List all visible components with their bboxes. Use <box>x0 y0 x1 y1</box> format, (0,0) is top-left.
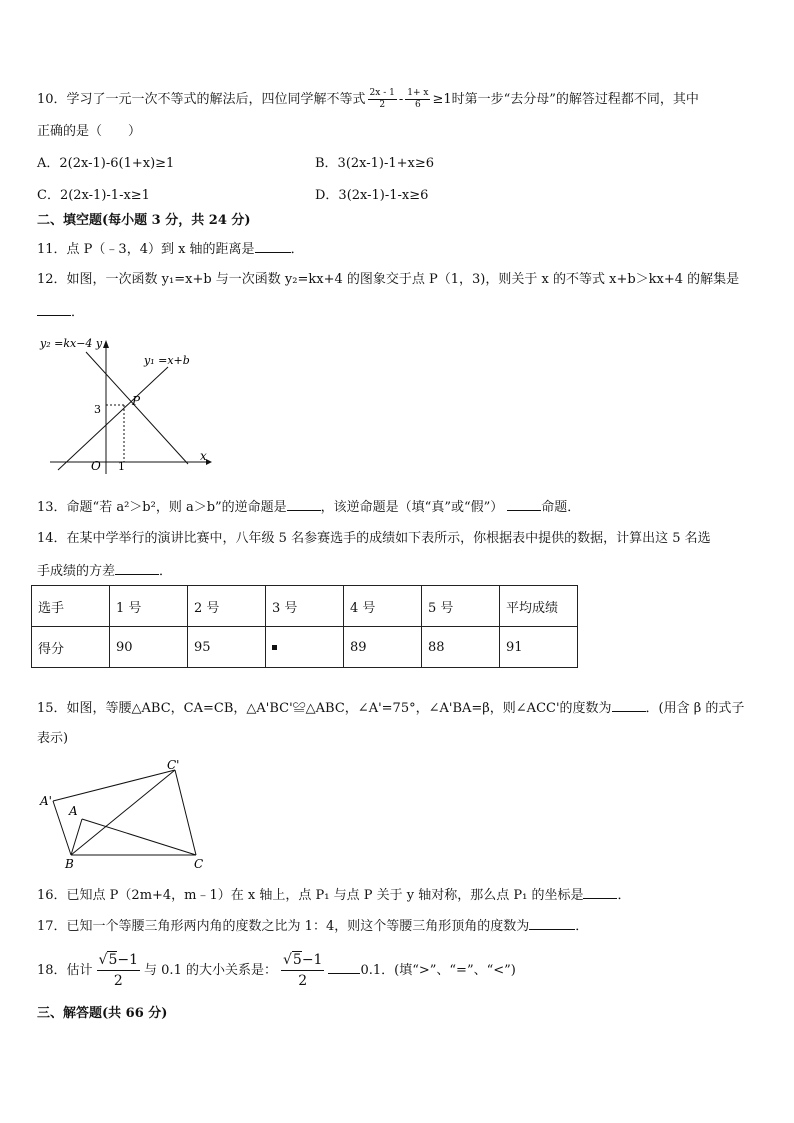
line-y2 <box>86 352 188 464</box>
radical-fraction-1-denominator: 2 <box>113 973 123 989</box>
question-18-end: 0.1．(填“>”、“=”、“<”) <box>360 963 516 978</box>
segment-a-b <box>71 819 82 855</box>
answer-blank-2 <box>507 498 541 511</box>
question-11-text: 11．点 P（﹣3，4）到 x 轴的距离是 <box>37 242 255 257</box>
minus-one: −1 <box>301 952 323 968</box>
label-x: x <box>200 449 207 463</box>
table-header-cell: 1 号 <box>110 586 188 627</box>
x-axis-arrow <box>206 459 212 465</box>
line-y1 <box>58 367 168 470</box>
label-a-prime: A' <box>40 794 52 808</box>
question-14-line2 <box>37 562 172 581</box>
table-cell: 91 <box>500 627 578 668</box>
option-a: A．2(2x-1)-6(1+x)≥1 <box>37 156 175 171</box>
radical-fraction-2 <box>281 950 324 991</box>
label-three: 3 <box>94 403 101 416</box>
section-2-heading: 二、填空题(每小题 3 分，共 24 分) <box>37 213 251 228</box>
triangle-figure <box>38 757 218 872</box>
question-12-end: ． <box>71 305 85 320</box>
question-12-line2 <box>37 303 84 322</box>
question-11-end: ． <box>290 242 304 257</box>
radical-fraction-1-numerator: √5−1 <box>97 950 140 971</box>
question-15-text-end: ．(用含 β 的式子 <box>645 701 745 716</box>
label-one: 1 <box>118 460 125 473</box>
table-cell: 95 <box>188 627 266 668</box>
question-17-text: 17．已知一个等腰三角形两内角的度数之比为 1：4，则这个等腰三角形顶角的度数为 <box>37 919 530 934</box>
label-p: P <box>132 394 141 408</box>
label-a: A <box>69 804 78 818</box>
question-10-line1 <box>37 88 699 111</box>
answer-blank <box>255 240 291 253</box>
answer-blank-1 <box>287 498 321 511</box>
question-15-line1 <box>37 699 744 718</box>
fraction-1 <box>368 88 397 111</box>
question-16 <box>37 886 630 905</box>
table-header-cell: 2 号 <box>188 586 266 627</box>
answer-blank <box>328 961 360 974</box>
table-cell-obscured <box>266 627 344 668</box>
score-table <box>31 585 578 668</box>
question-17-end: ． <box>575 919 589 934</box>
obscured-value-mark <box>272 645 277 650</box>
answer-blank <box>583 886 617 899</box>
radical-fraction-2-numerator: √5−1 <box>281 950 324 971</box>
fraction-2-numerator: 1+ x <box>407 88 429 98</box>
answer-blank <box>115 562 159 575</box>
label-y2: y₂ =kx−4 y <box>40 337 103 350</box>
question-13-text3: 命题． <box>541 500 581 515</box>
question-15-line2: 表示) <box>37 731 69 746</box>
question-13 <box>37 498 580 517</box>
question-10-text-end: ≥1时第一步“去分母”的解答过程都不同，其中 <box>432 92 699 107</box>
radicand: 5 <box>292 952 302 968</box>
table-header-row <box>32 586 578 627</box>
label-y1: y₁ =x+b <box>144 354 190 367</box>
radicand: 5 <box>108 952 118 968</box>
table-header-cell: 选手 <box>32 586 110 627</box>
question-10-text: 10．学习了一元一次不等式的解法后，四位同学解不等式 <box>37 92 366 107</box>
option-b: B．3(2x-1)-1+x≥6 <box>315 156 435 171</box>
radical-fraction-1 <box>97 950 140 991</box>
fraction-2-denominator: 6 <box>414 100 421 110</box>
function-graph-figure <box>38 332 218 476</box>
table-row <box>32 627 578 668</box>
question-12-line1: 12．如图，一次函数 y₁=x+b 与一次函数 y₂=kx+4 的图象交于点 P（1，3)，则关于 x 的不等式 x+b＞kx+4 的解集是 <box>37 272 740 287</box>
question-11 <box>37 240 304 259</box>
table-header-cell: 3 号 <box>266 586 344 627</box>
question-17 <box>37 917 588 936</box>
question-14-text: 手成绩的方差 <box>37 564 116 579</box>
answer-blank <box>37 303 71 316</box>
question-18-text: 18．估计 <box>37 963 93 978</box>
fraction-1-numerator: 2x - 1 <box>369 88 395 98</box>
answer-blank <box>612 699 646 712</box>
radical-fraction-2-denominator: 2 <box>298 973 308 989</box>
question-16-end: ． <box>617 888 631 903</box>
question-16-text: 16．已知点 P（2m+4，m﹣1）在 x 轴上，点 P₁ 与点 P 关于 y 轴对称，那么点 P₁ 的坐标是 <box>37 888 584 903</box>
table-cell: 88 <box>422 627 500 668</box>
section-3-heading: 三、解答题(共 66 分) <box>37 1006 168 1021</box>
question-13-text2: ，该逆命题是（填“真”或“假”） <box>320 500 504 515</box>
table-header-cell: 4 号 <box>344 586 422 627</box>
y-axis-arrow <box>103 340 109 348</box>
question-15-text: 15．如图，等腰△ABC，CA=CB，△A'BC'≌△ABC，∠A'=75°，∠A'BA=β，则∠ACC'的度数为 <box>37 701 612 716</box>
option-d: D．3(2x-1)-1-x≥6 <box>315 188 429 203</box>
option-c: C．2(2x-1)-1-x≥1 <box>37 188 150 203</box>
question-18 <box>37 950 516 991</box>
fraction-1-denominator: 2 <box>379 100 386 110</box>
label-b: B <box>65 857 74 871</box>
label-origin: O <box>91 459 101 473</box>
segment-c2-c <box>175 770 196 855</box>
segment-a-c <box>82 819 196 855</box>
table-cell: 得分 <box>32 627 110 668</box>
table-header-cell: 平均成绩 <box>500 586 578 627</box>
question-13-text1: 13．命题“若 a²＞b²，则 a＞b”的逆命题是 <box>37 500 287 515</box>
label-c: C <box>194 857 204 871</box>
label-c-prime: C' <box>167 758 180 772</box>
table-cell: 89 <box>344 627 422 668</box>
answer-blank <box>529 917 575 930</box>
minus-one: −1 <box>117 952 139 968</box>
table-cell: 90 <box>110 627 188 668</box>
table-header-cell: 5 号 <box>422 586 500 627</box>
question-10-line2: 正确的是（ ） <box>37 124 142 139</box>
minus-sign: - <box>398 92 404 107</box>
question-14-end: ． <box>159 564 173 579</box>
question-18-mid: 与 0.1 的大小关系是： <box>144 963 277 978</box>
fraction-2 <box>405 88 430 111</box>
question-14-line1: 14．在某中学举行的演讲比赛中，八年级 5 名参赛选手的成绩如下表所示，你根据表中提供的数据，计算出这 5 名选 <box>37 531 711 546</box>
